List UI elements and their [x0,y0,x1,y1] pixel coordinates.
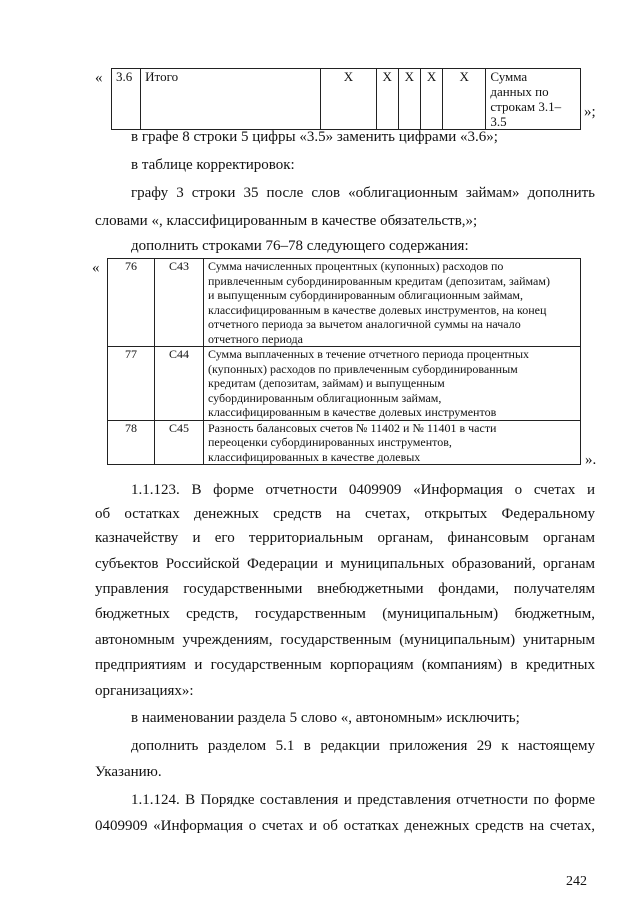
text-line: 0409909 «Информация о счетах и об остатках денежных средств на счетах, [95,818,595,834]
row-number: 76 [108,259,155,347]
cell-line: классифицированным в качестве долевых инструментов [208,405,497,419]
cell-line: привлеченным субординированным кредитам (депозитам, займам) [208,273,550,288]
table-row [108,259,581,347]
table-row [112,69,581,130]
table1-quote-close: »; [584,104,596,120]
text-line: 1.1.124. В Порядке составления и представления отчетности по форме [131,792,595,808]
row-code: С43 [155,259,204,347]
cell-line: отчетного периода за вычетом аналогичной суммы на начало [208,317,521,331]
row-text [204,259,581,347]
text-line: графу 3 строки 35 после слов «облигационным займам» дополнить [131,185,595,201]
text-line: в графе 8 строки 5 цифры «3.5» заменить цифрами «3.6»; [131,129,498,145]
row-code: С45 [155,420,204,465]
text-line: управления государственными внебюджетными фондами, получателям [95,581,595,597]
cell-line: данных по [490,84,549,99]
cell-line: классифицированных в качестве долевых [208,449,421,464]
text-line: в наименовании раздела 5 слово «, автономным» исключить; [131,710,520,726]
text-line: предприятиям и государственным корпорациям (компаниям) в кредитных [95,657,595,673]
table-2 [107,258,581,465]
row-number: 77 [108,347,155,421]
row-text [204,420,581,465]
cell-line: (купонных) расходов по привлеченным субординированным [208,361,518,376]
table-cell [486,69,581,130]
table-cell: X [376,69,398,130]
cell-line: Сумма выплаченных в течение отчетного периода процентных [208,347,530,361]
page-number: 242 [566,874,587,889]
text-line: словами «, классифицированным в качестве обязательств,»; [95,213,478,229]
row-number: 78 [108,420,155,465]
table2-quote-open: « [92,260,100,276]
table-cell: X [321,69,376,130]
table1-quote-open: « [95,70,103,86]
cell-line: субординированным облигационным займам, [208,390,442,405]
cell-line: отчетного периода [208,331,303,346]
text-line: казначейству и его территориальным органам, финансовым органам [95,530,595,546]
cell-line: и выпущенным субординированным облигационным займам, [208,288,524,302]
table2-quote-close: ». [585,452,597,468]
text-line: автономным учреждениям, государственным (муниципальным) унитарным [95,632,595,648]
table-cell: X [443,69,486,130]
table-cell: Итого [141,69,321,130]
row-code: С44 [155,347,204,421]
cell-line: переоценки субординированных инструментов, [208,435,452,449]
text-line: 1.1.123. В форме отчетности 0409909 «Информация о счетах и [131,482,595,498]
table-cell: 3.6 [112,69,141,130]
text-line: Указанию. [95,764,162,780]
table-row [108,347,581,421]
table-1 [111,68,581,130]
cell-line: Сумма начисленных процентных (купонных) расходов по [208,259,504,273]
table-row [108,420,581,465]
table-cell: X [398,69,420,130]
text-line: бюджетных средств, государственным (муниципальным) бюджетным, [95,606,595,622]
text-line: в таблице корректировок: [131,157,295,173]
cell-line: кредитам (депозитам, займам) и выпущенным [208,376,445,390]
text-line: организациях»: [95,683,194,699]
cell-line: Сумма [490,69,528,84]
text-line: об остатках денежных средств на счетах, открытых Федеральному [95,506,595,522]
cell-line: Разность балансовых счетов № 11402 и № 11401 в части [208,420,497,435]
text-line: субъектов Российской Федерации и муниципальных образований, органам [95,556,595,572]
table-cell: X [420,69,442,130]
row-text [204,347,581,421]
text-line: дополнить разделом 5.1 в редакции приложения 29 к настоящему [131,738,595,754]
cell-line: классифицированным в качестве долевых инструментов, на конец [208,302,547,317]
cell-line: строкам 3.1–3.5 [490,99,562,129]
text-line: дополнить строками 76–78 следующего содержания: [131,238,469,254]
